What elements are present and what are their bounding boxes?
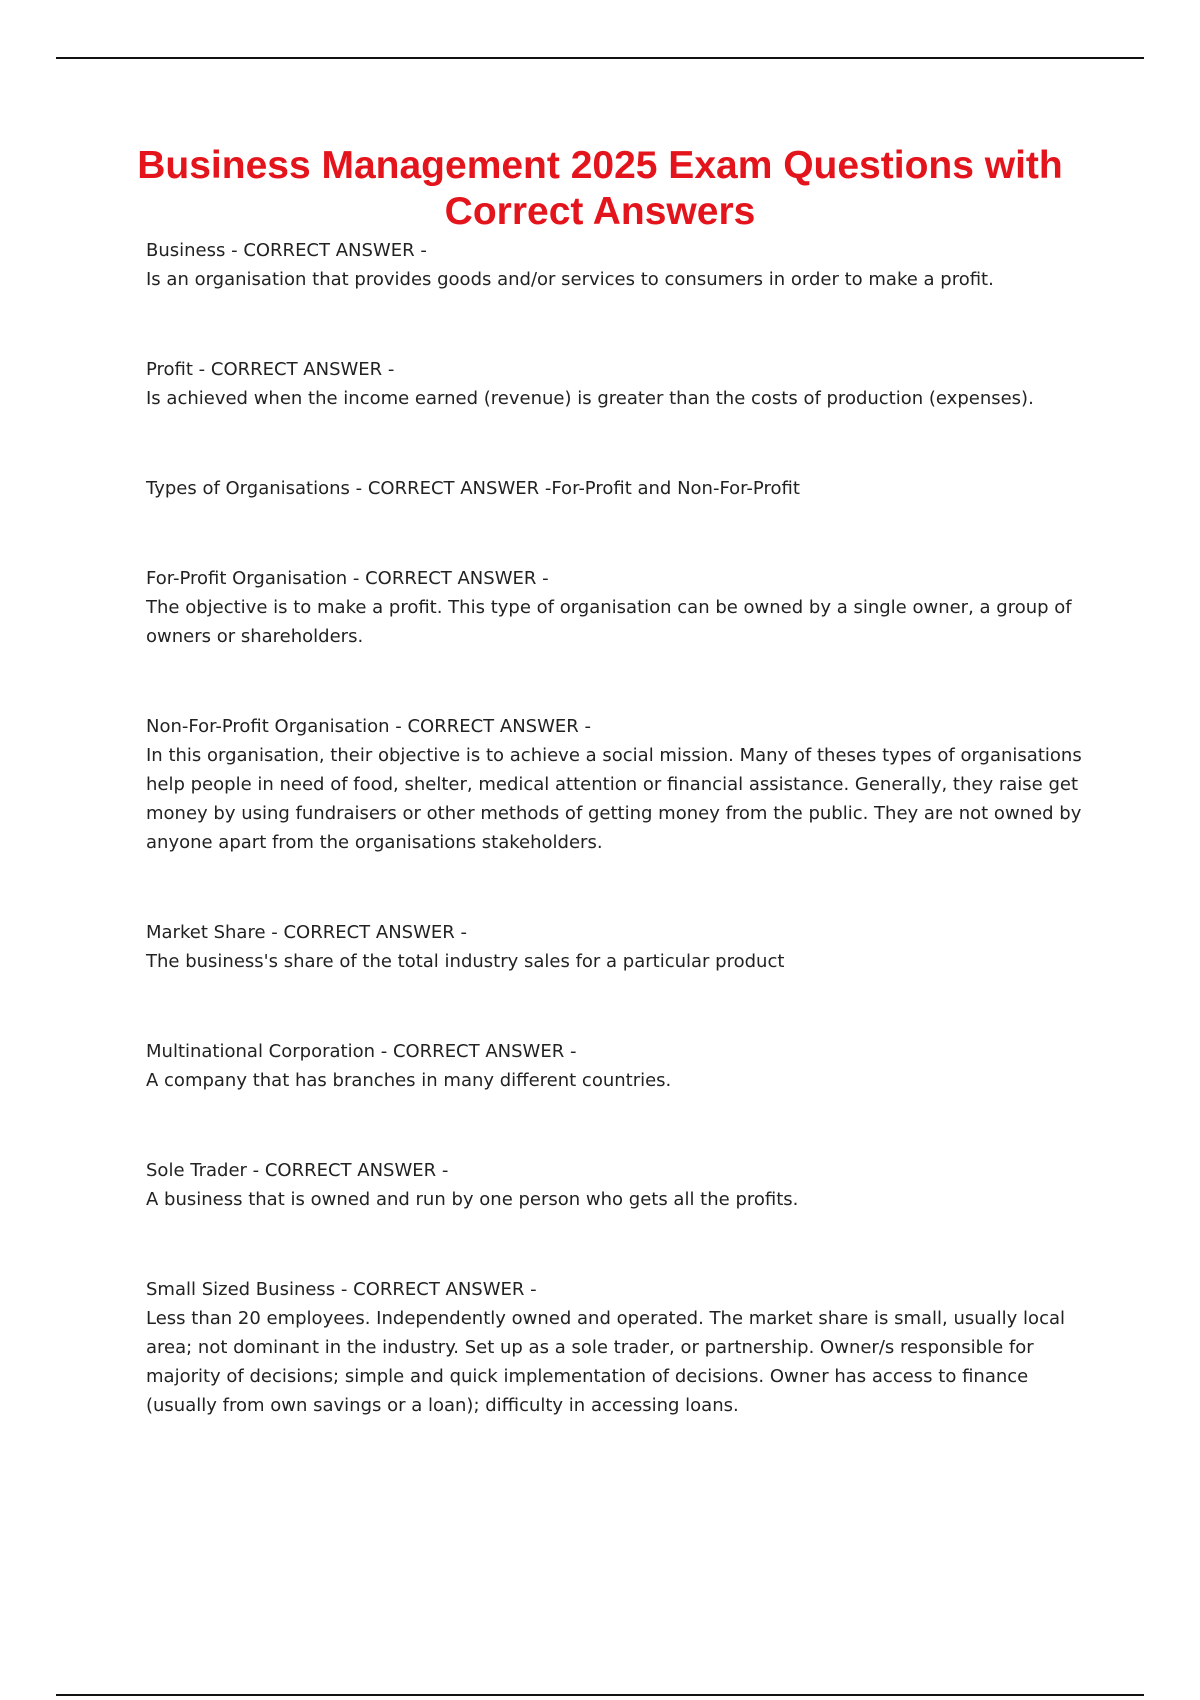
entry-term: Types of Organisations - CORRECT ANSWER -For-Profit and Non-For-Profit — [146, 478, 800, 499]
qa-entry — [146, 712, 1091, 857]
top-rule — [56, 57, 1144, 59]
entry-definition: The business's share of the total industry sales for a particular product — [146, 951, 785, 972]
entry-term: Market Share - CORRECT ANSWER - — [146, 922, 467, 943]
entry-term: Small Sized Business - CORRECT ANSWER - — [146, 1279, 537, 1300]
qa-entry — [146, 355, 1091, 413]
page-title: Business Management 2025 Exam Questions with Correct Answers — [137, 144, 1063, 233]
qa-entry — [146, 564, 1091, 651]
qa-entry — [146, 1156, 1091, 1214]
entry-term: Business - CORRECT ANSWER - — [146, 240, 427, 261]
entry-definition: The objective is to make a profit. This type of organisation can be owned by a single owner, a group of owners or shareholders. — [146, 597, 1072, 647]
qa-entry — [146, 1037, 1091, 1095]
entry-definition: Is an organisation that provides goods and/or services to consumers in order to make a profit. — [146, 269, 994, 290]
entry-definition: A company that has branches in many different countries. — [146, 1070, 672, 1091]
qa-entry — [146, 474, 1091, 503]
entry-term: Multinational Corporation - CORRECT ANSWER - — [146, 1041, 577, 1062]
entry-definition: A business that is owned and run by one person who gets all the profits. — [146, 1189, 799, 1210]
entry-term: Profit - CORRECT ANSWER - — [146, 359, 395, 380]
qa-list — [146, 236, 1091, 1420]
entry-definition: Is achieved when the income earned (revenue) is greater than the costs of production (expenses). — [146, 388, 1034, 409]
qa-entry — [146, 918, 1091, 976]
entry-definition: In this organisation, their objective is to achieve a social mission. Many of theses types of organisations help people in need of food, shelter, medical attention or financial assistance. Generally, they raise get money by using fundraisers or other methods of getting money from the public. They are not owned by anyone apart from the organisations stakeholders. — [146, 745, 1082, 853]
qa-entry — [146, 236, 1091, 294]
bottom-rule — [56, 1694, 1144, 1696]
entry-definition: Less than 20 employees. Independently owned and operated. The market share is small, usually local area; not dominant in the industry. Set up as a sole trader, or partnership. Owner/s responsible for majority of decisions; simple and quick implementation of decisions. Owner has access to finance (usually from own savings or a loan); difficulty in accessing loans. — [146, 1308, 1065, 1416]
entry-term: Sole Trader - CORRECT ANSWER - — [146, 1160, 449, 1181]
entry-term: Non-For-Profit Organisation - CORRECT ANSWER - — [146, 716, 591, 737]
entry-term: For-Profit Organisation - CORRECT ANSWER - — [146, 568, 549, 589]
qa-entry — [146, 1275, 1091, 1420]
